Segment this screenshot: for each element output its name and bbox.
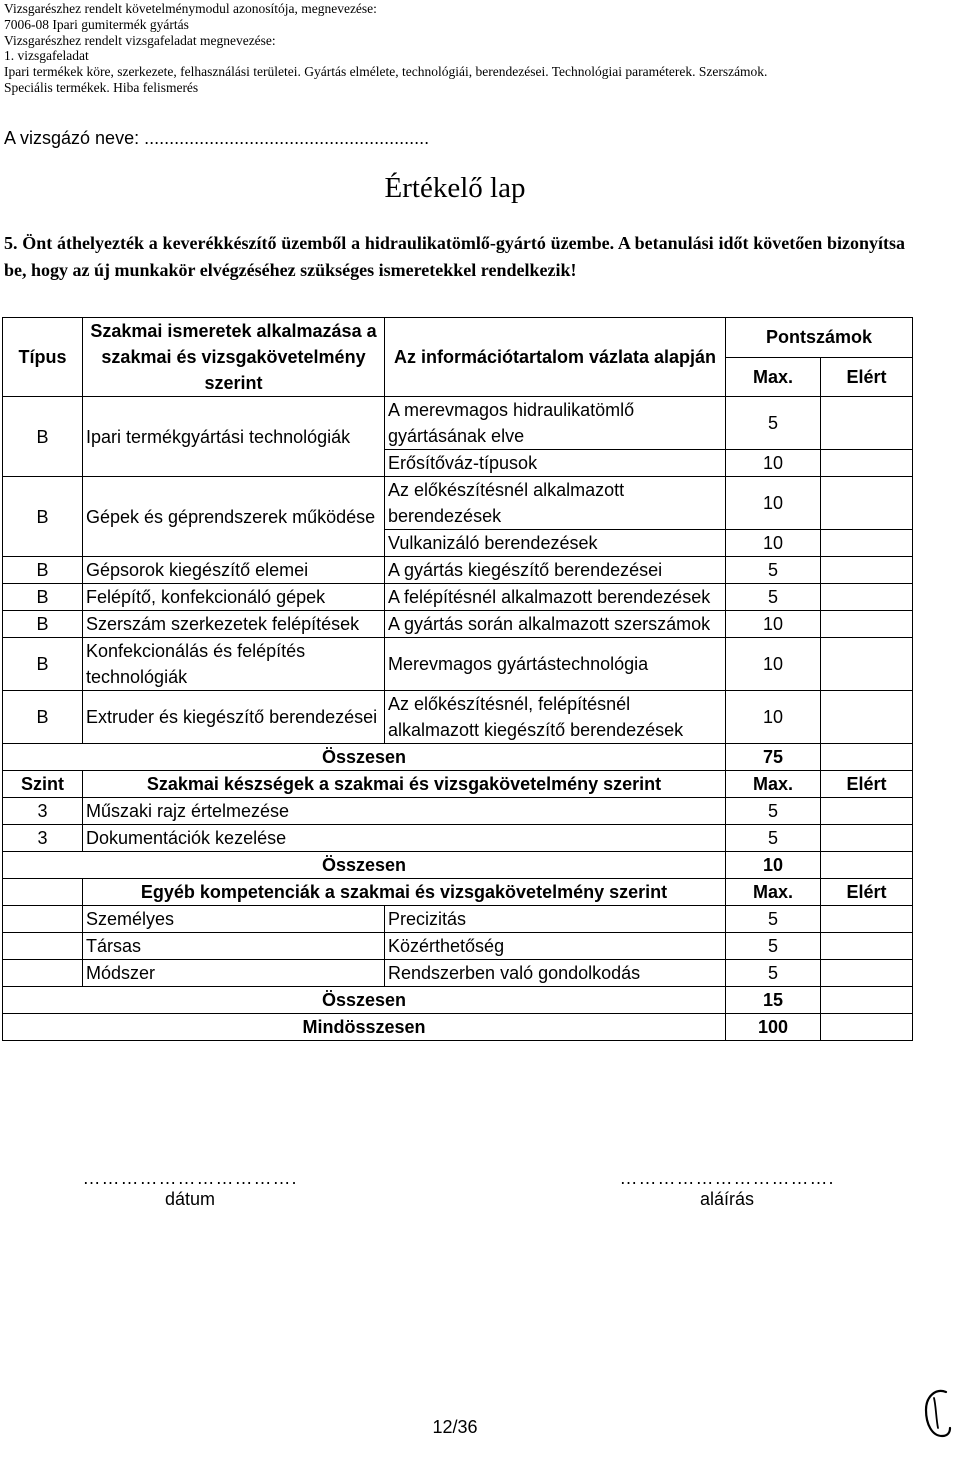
other-category: Társas xyxy=(83,933,385,960)
row-item: A felépítésnél alkalmazott berendezések xyxy=(385,584,726,611)
handwritten-initial-icon xyxy=(920,1388,954,1440)
table-row xyxy=(3,960,913,987)
header-line: 1. vizsgafeladat xyxy=(4,48,89,64)
other-achieved[interactable] xyxy=(821,906,913,933)
skills-header-max: Max. xyxy=(726,771,821,798)
skill-level: 3 xyxy=(3,825,83,852)
other-category: Módszer xyxy=(83,960,385,987)
row-topic: Extruder és kiegészítő berendezései xyxy=(83,691,385,744)
table-row xyxy=(3,557,913,584)
other-header-achieved: Elért xyxy=(821,879,913,906)
row-max: 10 xyxy=(726,611,821,638)
other-max: 5 xyxy=(726,933,821,960)
subtotal-max: 10 xyxy=(726,852,821,879)
other-max: 5 xyxy=(726,960,821,987)
row-type: B xyxy=(3,611,83,638)
table-row xyxy=(3,691,913,744)
other-blank xyxy=(3,933,83,960)
other-achieved[interactable] xyxy=(821,960,913,987)
row-item: A merevmagos hidraulikatömlő gyártásának elve xyxy=(385,397,726,450)
skills-header-level: Szint xyxy=(3,771,83,798)
signature-label: aláírás xyxy=(699,1189,755,1209)
header-points: Pontszámok xyxy=(726,318,913,358)
subtotal-achieved[interactable] xyxy=(821,987,913,1014)
other-label: Precizitás xyxy=(385,906,726,933)
signature-line: ……………………………. xyxy=(619,1168,835,1188)
header-line: 7006-08 Ipari gumitermék gyártás xyxy=(4,16,189,32)
row-max: 5 xyxy=(726,584,821,611)
table-row xyxy=(3,397,913,450)
grand-total-achieved[interactable] xyxy=(821,1014,913,1041)
header-line: Speciális termékek. Hiba felismerés xyxy=(4,79,199,95)
table-row xyxy=(3,611,913,638)
row-type: B xyxy=(3,557,83,584)
skill-max: 5 xyxy=(726,798,821,825)
row-topic: Felépítő, konfekcionáló gépek xyxy=(83,584,385,611)
table-row xyxy=(3,798,913,825)
row-topic: Ipari termékgyártási technológiák xyxy=(83,397,385,477)
skill-label: Dokumentációk kezelése xyxy=(83,825,726,852)
table-row xyxy=(3,477,913,530)
table-row xyxy=(3,638,913,691)
header-outline: Az információtartalom vázlata alapján xyxy=(385,318,726,397)
table-row xyxy=(3,933,913,960)
header-max: Max. xyxy=(726,357,821,397)
other-category: Személyes xyxy=(83,906,385,933)
task-description: 5. Önt áthelyezték a keverékkészítő üzemből a hidraulikatömlő-gyártó üzembe. A betanulási időt követően bizonyítsa be, hogy az új munkakör elvégzéséhez szükséges ismeretekkel rendelkezik! xyxy=(4,233,905,280)
row-max: 10 xyxy=(726,691,821,744)
table-row xyxy=(3,906,913,933)
row-item: Az előkészítésnél, felépítésnél alkalmazott kiegészítő berendezések xyxy=(385,691,726,744)
date-line: ……………………………. xyxy=(82,1168,298,1188)
subtotal-label: Összesen xyxy=(3,852,726,879)
other-max: 5 xyxy=(726,906,821,933)
other-header-max: Max. xyxy=(726,879,821,906)
skills-header-achieved: Elért xyxy=(821,771,913,798)
skill-achieved[interactable] xyxy=(821,825,913,852)
header-line: Vizsgarészhez rendelt követelménymodul azonosítója, megnevezése: xyxy=(4,1,377,16)
row-item: A gyártás során alkalmazott szerszámok xyxy=(385,611,726,638)
date-label: dátum xyxy=(164,1189,216,1209)
row-max: 5 xyxy=(726,557,821,584)
subtotal-achieved[interactable] xyxy=(821,852,913,879)
row-type: B xyxy=(3,477,83,557)
page-header xyxy=(4,1,954,96)
row-item: Erősítőváz-típusok xyxy=(385,450,726,477)
row-achieved[interactable] xyxy=(821,584,913,611)
subtotal-row xyxy=(3,744,913,771)
subtotal-label: Összesen xyxy=(3,744,726,771)
subtotal-max: 75 xyxy=(726,744,821,771)
evaluation-table xyxy=(2,317,913,1041)
table-row xyxy=(3,584,913,611)
row-achieved[interactable] xyxy=(821,611,913,638)
skill-label: Műszaki rajz értelmezése xyxy=(83,798,726,825)
other-blank xyxy=(3,960,83,987)
header-line: Ipari termékek köre, szerkezete, felhasználási területei. Gyártás elmélete, technológiái, berendezései. Technológiai paraméterek. Szerszámok. xyxy=(4,64,768,80)
row-type: B xyxy=(3,397,83,477)
other-blank xyxy=(3,906,83,933)
signature-block xyxy=(582,1168,872,1210)
header-achieved: Elért xyxy=(821,357,913,397)
row-achieved[interactable] xyxy=(821,557,913,584)
row-max: 10 xyxy=(726,638,821,691)
row-achieved[interactable] xyxy=(821,530,913,557)
skill-max: 5 xyxy=(726,825,821,852)
row-topic: Gépek és géprendszerek működése xyxy=(83,477,385,557)
table-row xyxy=(3,825,913,852)
row-item: A gyártás kiegészítő berendezései xyxy=(385,557,726,584)
skills-header-label: Szakmai készségek a szakmai és vizsgakövetelmény szerint xyxy=(83,771,726,798)
grand-total-label: Mindösszesen xyxy=(3,1014,726,1041)
row-achieved[interactable] xyxy=(821,691,913,744)
row-item: Az előkészítésnél alkalmazott berendezések xyxy=(385,477,726,530)
subtotal-max: 15 xyxy=(726,987,821,1014)
date-signature-block xyxy=(45,1168,335,1210)
row-topic: Szerszám szerkezetek felépítések xyxy=(83,611,385,638)
row-achieved[interactable] xyxy=(821,638,913,691)
row-item: Vulkanizáló berendezések xyxy=(385,530,726,557)
page-title: Értékelő lap xyxy=(384,172,526,204)
skills-header-row xyxy=(3,771,913,798)
row-type: B xyxy=(3,691,83,744)
skill-level: 3 xyxy=(3,798,83,825)
header-type: Típus xyxy=(3,318,83,397)
row-max: 10 xyxy=(726,450,821,477)
other-label: Rendszerben való gondolkodás xyxy=(385,960,726,987)
subtotal-label: Összesen xyxy=(3,987,726,1014)
other-label: Közérthetőség xyxy=(385,933,726,960)
skill-achieved[interactable] xyxy=(821,798,913,825)
other-achieved[interactable] xyxy=(821,933,913,960)
row-achieved[interactable] xyxy=(821,397,913,450)
row-max: 10 xyxy=(726,530,821,557)
row-type: B xyxy=(3,638,83,691)
row-item: Merevmagos gyártástechnológia xyxy=(385,638,726,691)
other-header-row xyxy=(3,879,913,906)
row-type: B xyxy=(3,584,83,611)
row-max: 5 xyxy=(726,397,821,450)
page-number: 12/36 xyxy=(432,1417,478,1437)
row-topic: Konfekcionálás és felépítés technológiák xyxy=(83,638,385,691)
candidate-name-line: A vizsgázó neve: ......................................................... xyxy=(4,128,430,148)
header-knowledge: Szakmai ismeretek alkalmazása a szakmai és vizsgakövetelmény szerint xyxy=(83,318,385,397)
grand-total-row xyxy=(3,1014,913,1041)
row-max: 10 xyxy=(726,477,821,530)
other-header-label: Egyéb kompetenciák a szakmai és vizsgakövetelmény szerint xyxy=(83,879,726,906)
grand-total-max: 100 xyxy=(726,1014,821,1041)
row-topic: Gépsorok kiegészítő elemei xyxy=(83,557,385,584)
subtotal-achieved[interactable] xyxy=(821,744,913,771)
subtotal-row xyxy=(3,852,913,879)
subtotal-row xyxy=(3,987,913,1014)
other-header-blank xyxy=(3,879,83,906)
header-line: Vizsgarészhez rendelt vizsgafeladat megnevezése: xyxy=(4,32,276,48)
row-achieved[interactable] xyxy=(821,477,913,530)
row-achieved[interactable] xyxy=(821,450,913,477)
